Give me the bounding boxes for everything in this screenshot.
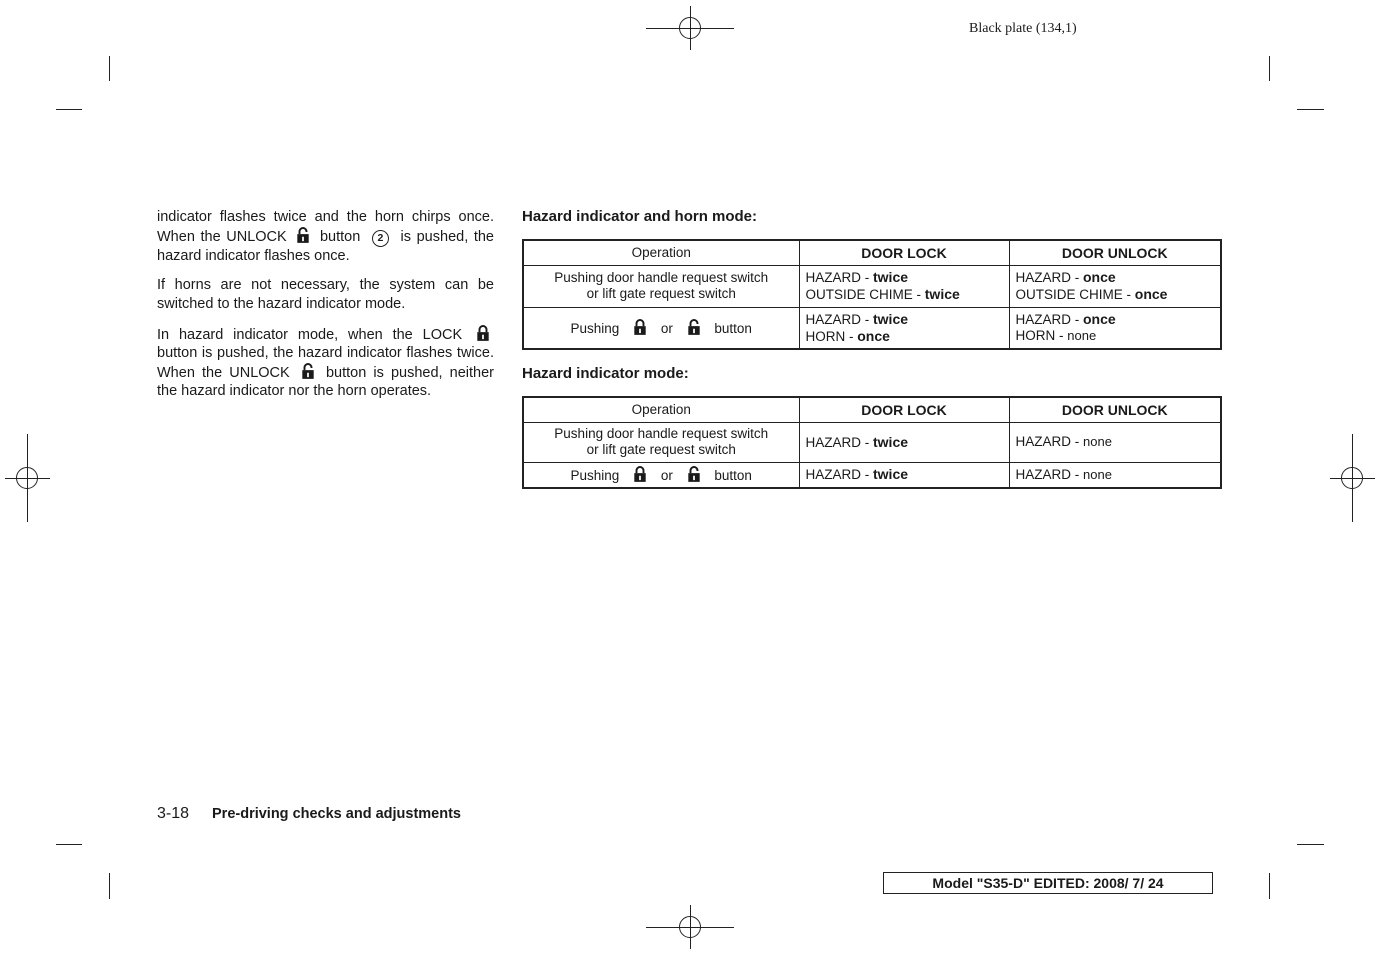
value-label: HAZARD - xyxy=(805,467,873,483)
column-header-door-unlock: DOOR UNLOCK xyxy=(1009,397,1221,422)
value-label: HORN - xyxy=(1015,328,1068,344)
table-row xyxy=(523,307,1221,349)
door-lock-cell xyxy=(799,307,1009,349)
value: twice xyxy=(873,269,909,285)
door-unlock-cell xyxy=(1009,462,1221,488)
table-header-row xyxy=(523,240,1221,265)
door-unlock-cell xyxy=(1009,307,1221,349)
value: twice xyxy=(873,310,909,327)
value-label: OUTSIDE CHIME - xyxy=(1015,287,1135,302)
hazard-horn-mode-table xyxy=(522,239,1222,350)
operation-text: or xyxy=(660,321,673,336)
value: none xyxy=(1083,466,1112,482)
p1-text-b: button xyxy=(319,229,361,246)
body-text xyxy=(157,208,494,412)
column-header-door-lock: DOOR LOCK xyxy=(799,397,1009,422)
table-row xyxy=(523,265,1221,307)
p3-text-b: button is pushed, the hazard indicator flashes twice. When the UNLOCK xyxy=(157,345,494,382)
table-header-row xyxy=(523,397,1221,422)
page-number: 3-18 xyxy=(157,805,190,822)
p1-text-a: indicator flashes twice and the horn chirps once. When the UNLOCK xyxy=(157,209,494,246)
paragraph-3 xyxy=(157,324,494,401)
operation-text: Pushing xyxy=(570,321,620,336)
value: twice xyxy=(924,286,960,302)
operation-line: or lift gate request switch xyxy=(586,286,736,301)
model-edited-box: Model "S35-D" EDITED: 2008/ 7/ 24 xyxy=(883,872,1213,894)
unlock-icon xyxy=(296,226,310,244)
operation-text: button xyxy=(714,468,752,483)
door-unlock-cell xyxy=(1009,422,1221,462)
value-label: OUTSIDE CHIME - xyxy=(805,287,925,302)
lock-icon xyxy=(476,324,490,342)
operation-cell xyxy=(523,422,799,462)
lock-icon xyxy=(633,318,647,336)
column-header-door-lock: DOOR LOCK xyxy=(799,240,1009,265)
operation-cell xyxy=(523,307,799,349)
unlock-icon xyxy=(687,465,701,483)
value-label: HAZARD - xyxy=(805,434,873,450)
operation-text: or xyxy=(660,468,673,483)
value-label: HAZARD - xyxy=(1015,270,1083,285)
column-header-operation: Operation xyxy=(523,240,799,265)
door-lock-cell xyxy=(799,265,1009,307)
operation-line: Pushing door handle request switch xyxy=(554,269,769,285)
p3-text-c: button is pushed, neither the hazard indicator nor the horn operates. xyxy=(157,365,495,400)
section-title: Pre-driving checks and adjustments xyxy=(212,806,461,822)
paragraph-2: If horns are not necessary, the system can be switched to the hazard indicator mode. xyxy=(157,277,494,312)
paragraph-1 xyxy=(157,208,494,265)
value: none xyxy=(1083,434,1112,449)
value: once xyxy=(1083,311,1116,328)
operation-text: button xyxy=(714,321,752,336)
value-label: HORN - xyxy=(805,328,858,344)
p3-text-a: In hazard indicator mode, when the LOCK xyxy=(157,326,463,343)
value-label: HAZARD - xyxy=(805,311,873,327)
value: once xyxy=(1134,286,1168,302)
hazard-mode-table xyxy=(522,396,1222,489)
callout-2-icon: 2 xyxy=(372,230,389,247)
table2-title: Hazard indicator mode: xyxy=(522,365,689,382)
table-row xyxy=(523,422,1221,462)
value-label: HAZARD - xyxy=(1015,466,1083,482)
operation-line: Pushing door handle request switch xyxy=(554,425,769,441)
door-lock-cell xyxy=(799,462,1009,488)
value: once xyxy=(857,327,890,344)
column-header-operation: Operation xyxy=(523,397,799,422)
table-row xyxy=(523,462,1221,488)
p1-text-c: is pushed, the hazard indicator flashes once. xyxy=(157,229,494,265)
value-label: HAZARD - xyxy=(1015,434,1083,449)
lock-icon xyxy=(633,465,647,483)
operation-text: Pushing xyxy=(570,468,620,483)
door-unlock-cell xyxy=(1009,265,1221,307)
value-label: HAZARD - xyxy=(1015,312,1083,328)
unlock-icon xyxy=(687,318,701,336)
value: once xyxy=(1083,269,1116,285)
door-lock-cell xyxy=(799,422,1009,462)
value-label: HAZARD - xyxy=(805,270,873,285)
value: none xyxy=(1067,328,1097,344)
operation-line: or lift gate request switch xyxy=(586,442,736,457)
plate-label: Black plate (134,1) xyxy=(969,21,1077,36)
unlock-icon xyxy=(301,362,315,380)
value: twice xyxy=(873,466,909,483)
operation-cell xyxy=(523,462,799,488)
table1-title: Hazard indicator and horn mode: xyxy=(522,208,758,225)
value: twice xyxy=(873,433,909,450)
column-header-door-unlock: DOOR UNLOCK xyxy=(1009,240,1221,265)
operation-cell xyxy=(523,265,799,307)
